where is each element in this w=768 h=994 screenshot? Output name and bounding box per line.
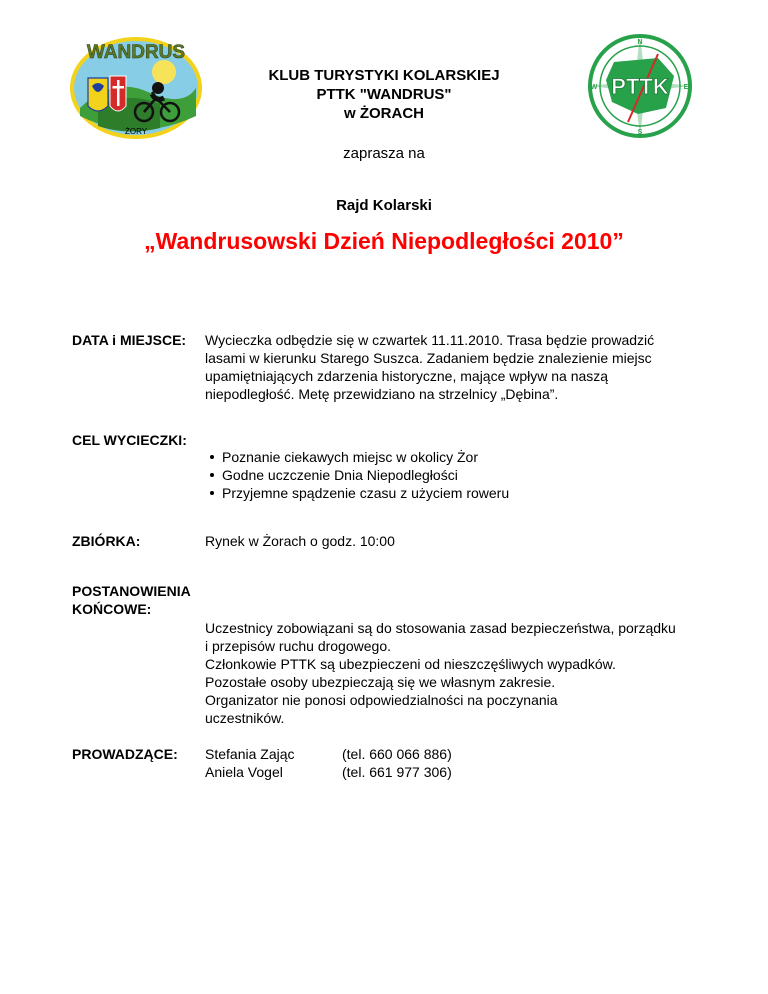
final-line: Uczestnicy zobowiązani są do stosowania zasad bezpieczeństwa, porządku: [205, 620, 676, 636]
date-place-line: upamiętniających zdarzenia historyczne, mające wpływ na naszą: [205, 368, 609, 384]
compass-s: S: [637, 129, 643, 136]
final-line: uczestników.: [205, 710, 285, 726]
leader-name: Stefania Zając: [205, 746, 295, 762]
goal-label: CEL WYCIECZKI:: [72, 432, 187, 448]
meeting-text: [205, 532, 395, 550]
final-line: Pozostałe osoby ubezpieczają się we własnym zakresie.: [205, 674, 556, 690]
leaders-label: PROWADZĄCE:: [72, 746, 178, 762]
list-item: Godne uczczenie Dnia Niepodległości: [205, 466, 509, 484]
final-text: [205, 619, 676, 727]
invite-text: zaprasza na: [343, 145, 425, 162]
zory-logo-text: ŻORY: [124, 127, 148, 136]
compass-w: W: [590, 84, 598, 91]
club-header: [200, 66, 568, 123]
list-item: Przyjemne spądzenie czasu z użyciem roweru: [205, 484, 509, 502]
leader-row: [205, 745, 525, 763]
date-place-line: Wycieczka odbędzie się w czwartek 11.11.2010. Trasa będzie prowadzić: [205, 332, 655, 348]
final-line: i przepisów ruchu drogowego.: [205, 638, 391, 654]
date-place-line: lasami w kierunku Starego Suszca. Zadaniem będzie znalezienie miejsc: [205, 350, 652, 366]
final-label-line2: KOŃCOWE:: [72, 601, 152, 617]
date-place-line: niepodległość. Metę przewidziano na strzelnicy „Dębina”.: [205, 386, 559, 402]
pttk-logo-text: PTTK: [611, 74, 669, 99]
date-place-text: [205, 331, 654, 403]
pttk-logo: [578, 32, 702, 140]
wandrus-logo-text: WANDRUS: [86, 42, 186, 63]
club-header-line2: PTTK "WANDRUS": [316, 86, 452, 103]
leaders-list: [205, 745, 525, 781]
leader-phone: (tel. 661 977 306): [342, 764, 452, 780]
list-item: Poznanie ciekawych miejsc w okolicy Żor: [205, 448, 509, 466]
final-line: Organizator nie ponosi odpowiedzialności na poczynania: [205, 692, 558, 708]
final-label-line1: POSTANOWIENIA: [72, 583, 191, 599]
leader-row: [205, 763, 525, 781]
event-type: Rajd Kolarski: [336, 197, 432, 214]
club-header-line1: KLUB TURYSTYKI KOLARSKIEJ: [268, 67, 500, 84]
leader-phone: (tel. 660 066 886): [342, 746, 452, 762]
club-header-line3: w ŻORACH: [344, 105, 424, 122]
event-title: „Wandrusowski Dzień Niepodległości 2010”: [144, 228, 624, 254]
meeting-line: Rynek w Żorach o godz. 10:00: [205, 533, 395, 549]
wandrus-logo: [68, 36, 204, 140]
final-label: [72, 582, 191, 618]
compass-e: E: [683, 84, 689, 91]
date-place-label: DATA i MIEJSCE:: [72, 332, 187, 348]
final-line: Członkowie PTTK są ubezpieczeni od nieszczęśliwych wypadków.: [205, 656, 616, 672]
goal-list: [205, 448, 509, 502]
compass-n: N: [637, 39, 643, 46]
meeting-label: ZBIÓRKA:: [72, 533, 141, 549]
leader-name: Aniela Vogel: [205, 764, 283, 780]
